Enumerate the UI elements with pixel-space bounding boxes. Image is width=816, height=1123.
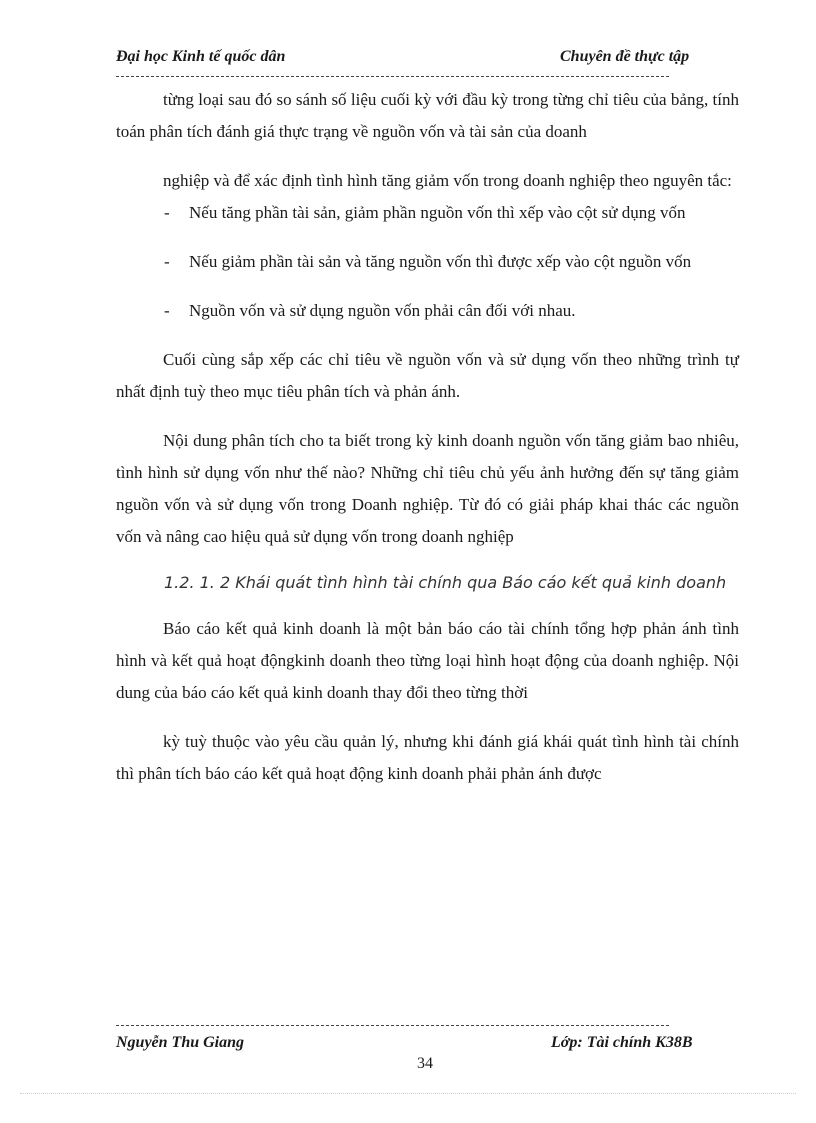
list-item-text: Nguồn vốn và sử dụng nguồn vốn phải cân đối với nhau. <box>189 301 576 320</box>
footer-author: Nguyễn Thu Giang <box>116 1034 245 1051</box>
paragraph-3: Cuối cùng sắp xếp các chỉ tiêu về nguồn vốn và sử dụng vốn theo những trình tự nhất định tuỳ theo mục tiêu phân tích và phản ánh. <box>116 350 739 401</box>
paragraph-1: từng loại sau đó so sánh số liệu cuối kỳ với đầu kỳ trong từng chỉ tiêu của bảng, tính toán phân tích đánh giá thực trạng về nguồn vốn và tài sản của doanh <box>116 90 739 141</box>
principles-list <box>116 197 739 327</box>
dash-bullet: - <box>164 203 170 222</box>
page-number: 34 <box>417 1055 433 1072</box>
paragraph-4: Nội dung phân tích cho ta biết trong kỳ kinh doanh nguồn vốn tăng giảm bao nhiêu, tình hình sử dụng vốn như thế nào? Những chỉ tiêu chủ yếu ảnh hưởng đến sự tăng giảm nguồn vốn và sử dụng vốn trong Doanh nghiệp. Từ đó có giải pháp khai thác các nguồn vốn và nâng cao hiệu quả sử dụng vốn trong doanh nghiệp <box>116 431 739 546</box>
dash-bullet: - <box>164 252 170 271</box>
list-item-text: Nếu giảm phần tài sản và tăng nguồn vốn thì được xếp vào cột nguồn vốn <box>189 252 692 271</box>
header-divider <box>116 76 669 77</box>
list-item <box>116 197 739 229</box>
page-content <box>116 84 739 790</box>
paragraph-5: Báo cáo kết quả kinh doanh là một bản báo cáo tài chính tổng hợp phản ánh tình hình và kết quả hoạt độngkinh doanh theo từng loại hình hoạt động của doanh nghiệp. Nội dung của báo cáo kết quả kinh doanh thay đổi theo từng thời <box>116 619 739 702</box>
section-heading: 1.2. 1. 2 Khái quát tình hình tài chính qua Báo cáo kết quả kinh doanh <box>164 573 727 592</box>
list-item <box>116 246 739 278</box>
list-item <box>116 295 739 327</box>
footer-class: Lớp: Tài chính K38B <box>551 1034 693 1051</box>
paragraph-6: kỳ tuỳ thuộc vào yêu cầu quản lý, nhưng khi đánh giá khái quát tình hình tài chính thì phân tích báo cáo kết quả hoạt động kinh doanh phải phản ánh được <box>116 732 739 783</box>
paragraph-2: nghiệp và để xác định tình hình tăng giảm vốn trong doanh nghiệp theo nguyên tắc: <box>163 171 732 190</box>
page-boundary <box>20 1093 796 1094</box>
header-university: Đại học Kinh tế quốc dân <box>116 48 286 65</box>
footer-divider <box>116 1025 669 1026</box>
header-document-type: Chuyên đề thực tập <box>560 48 690 65</box>
list-item-text: Nếu tăng phần tài sản, giảm phần nguồn vốn thì xếp vào cột sử dụng vốn <box>189 203 686 222</box>
dash-bullet: - <box>164 301 170 320</box>
